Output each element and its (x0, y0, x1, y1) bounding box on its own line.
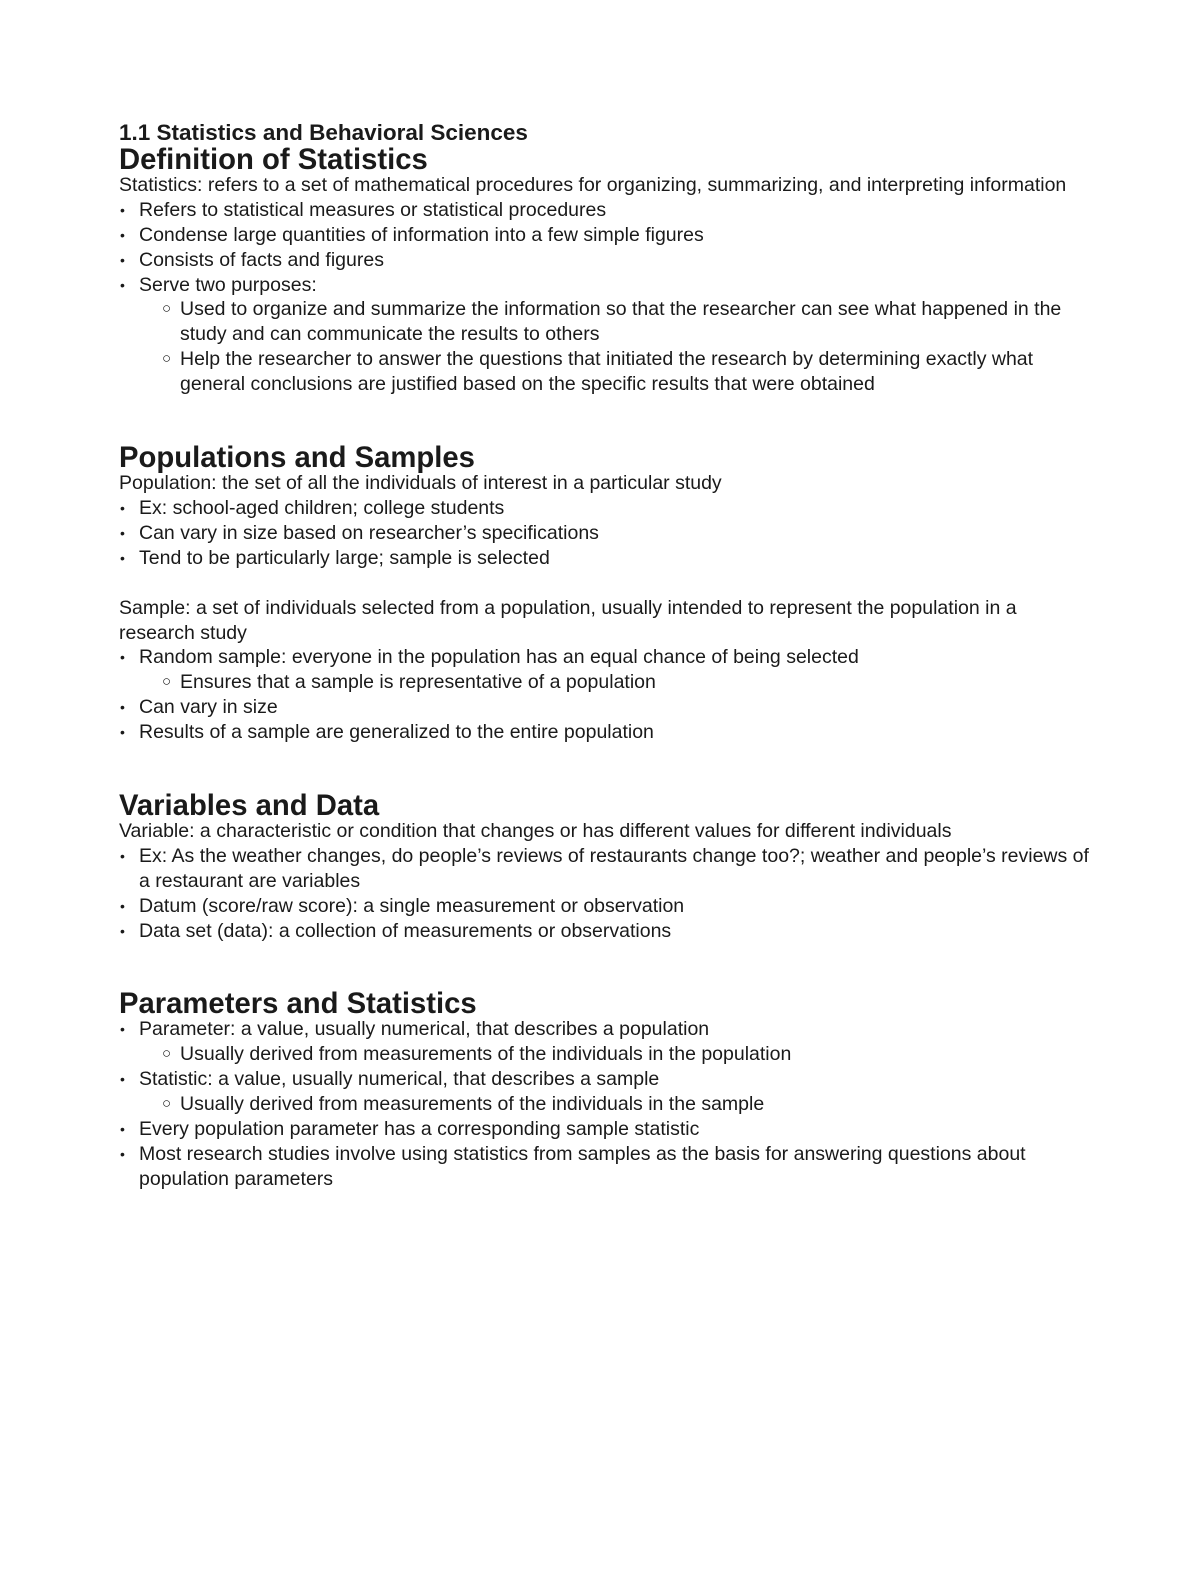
section-heading: Populations and Samples (119, 442, 475, 475)
list-item-text: Refers to statistical measures or statistical procedures (139, 198, 607, 221)
sub-list-item-text: Help the researcher to answer the questions that initiated the research by determining exactly what general conclusions are justified based on the specific results that were obtained (180, 348, 1034, 396)
list-item-text: Results of a sample are generalized to the entire population (139, 721, 654, 744)
list-item (119, 273, 1089, 398)
bullet-icon: • (120, 897, 125, 914)
sample-paragraph: Sample: a set of individuals selected from a population, usually intended to represent the population in a research study (119, 596, 1017, 644)
list-item (119, 919, 1089, 944)
section-definition (119, 144, 1089, 397)
sub-list-item (162, 670, 1089, 695)
bullet-icon: • (120, 226, 125, 243)
bullet-icon: • (120, 922, 125, 939)
list-item-text: Can vary in size (139, 696, 278, 719)
definition-paragraph: Statistics: refers to a set of mathematical procedures for organizing, summarizing, and interpreting information (119, 173, 1067, 196)
bullet-icon: • (120, 201, 125, 218)
section-heading: Definition of Statistics (119, 144, 428, 176)
list-item (119, 894, 1089, 919)
list-item-text: Every population parameter has a corresponding sample statistic (139, 1118, 700, 1140)
hollow-bullet-icon: ○ (162, 300, 172, 318)
section-parameters (119, 988, 1089, 1191)
paragraph-spacer (119, 571, 1089, 596)
section-heading: Variables and Data (119, 790, 380, 823)
bullet-list (119, 645, 1089, 745)
sub-list-item (162, 1042, 1089, 1067)
list-item (119, 521, 1089, 546)
section-spacer (119, 943, 1089, 992)
sub-bullet-list (162, 1092, 1089, 1117)
hollow-bullet-icon: ○ (162, 1045, 172, 1063)
list-item-text: Most research studies involve using statistics from samples as the basis for answering questions about population parameters (139, 1142, 1026, 1190)
list-item-text: Consists of facts and figures (139, 248, 384, 271)
sub-list-item (162, 347, 1089, 397)
list-item-text: Ex: As the weather changes, do people’s reviews of restaurants change too?; weather and people’s reviews of a restaurant are variables (139, 844, 1089, 892)
sub-list-item (162, 1092, 1089, 1117)
bullet-icon: • (120, 251, 125, 268)
variable-paragraph: Variable: a characteristic or condition that changes or has different values for different individuals (119, 819, 952, 842)
list-item-text: Ex: school-aged children; college students (139, 496, 505, 519)
section-variables (119, 790, 1089, 943)
sub-list-item-text: Ensures that a sample is representative of a population (180, 671, 656, 694)
bullet-list (119, 496, 1089, 571)
list-item-text: Condense large quantities of information into a few simple figures (139, 223, 704, 246)
bullet-icon: • (120, 549, 125, 566)
list-item (119, 844, 1089, 894)
bullet-icon: • (120, 276, 125, 293)
sub-bullet-list (162, 297, 1089, 397)
sub-list-item-text: Usually derived from measurements of the individuals in the sample (180, 1093, 765, 1116)
document-page (119, 118, 1089, 1192)
bullet-icon: • (120, 1145, 125, 1162)
list-item-text: Random sample: everyone in the population has an equal chance of being selected (139, 646, 859, 669)
bullet-icon: • (120, 847, 125, 864)
bullet-list (119, 844, 1089, 944)
bullet-icon: • (120, 1021, 125, 1038)
list-item (119, 695, 1089, 720)
bullet-icon: • (120, 649, 125, 666)
section-spacer (119, 397, 1089, 446)
bullet-icon: • (120, 1121, 125, 1137)
sub-bullet-list (162, 1042, 1089, 1067)
list-item (119, 1117, 1089, 1142)
section-spacer (119, 745, 1089, 794)
bullet-icon: • (120, 724, 125, 741)
list-item-text: Datum (score/raw score): a single measurement or observation (139, 894, 685, 917)
list-item (119, 198, 1089, 223)
list-item (119, 1067, 1089, 1117)
bullet-icon: • (120, 499, 125, 516)
list-item (119, 645, 1089, 695)
hollow-bullet-icon: ○ (162, 1095, 172, 1113)
bullet-icon: • (120, 699, 125, 716)
page-title: 1.1 Statistics and Behavioral Sciences (119, 120, 528, 145)
list-item (119, 496, 1089, 521)
list-item-text: Tend to be particularly large; sample is selected (139, 546, 550, 569)
bullet-icon: • (120, 1071, 125, 1088)
list-item-text: Serve two purposes: (139, 273, 317, 296)
list-item-text: Data set (data): a collection of measurements or observations (139, 919, 672, 942)
list-item (119, 546, 1089, 571)
sub-list-item-text: Usually derived from measurements of the individuals in the population (180, 1043, 792, 1066)
list-item (119, 223, 1089, 248)
sub-bullet-list (162, 670, 1089, 695)
bullet-icon: • (120, 524, 125, 541)
list-item-text: Can vary in size based on researcher’s specifications (139, 521, 599, 544)
list-item (119, 720, 1089, 745)
bullet-list (119, 198, 1089, 397)
sub-list-item (162, 297, 1089, 347)
list-item-text: Statistic: a value, usually numerical, that describes a sample (139, 1068, 660, 1091)
population-paragraph: Population: the set of all the individuals of interest in a particular study (119, 471, 722, 494)
list-item (119, 1142, 1089, 1192)
hollow-bullet-icon: ○ (162, 350, 172, 368)
bullet-list (119, 1017, 1089, 1191)
section-heading: Parameters and Statistics (119, 988, 477, 1021)
section-populations (119, 442, 1089, 745)
list-item (119, 1017, 1089, 1067)
hollow-bullet-icon: ○ (162, 673, 172, 691)
list-item (119, 248, 1089, 273)
list-item-text: Parameter: a value, usually numerical, that describes a population (139, 1018, 710, 1041)
sub-list-item-text: Used to organize and summarize the information so that the researcher can see what happened in the study and can communicate the results to others (180, 298, 1062, 346)
